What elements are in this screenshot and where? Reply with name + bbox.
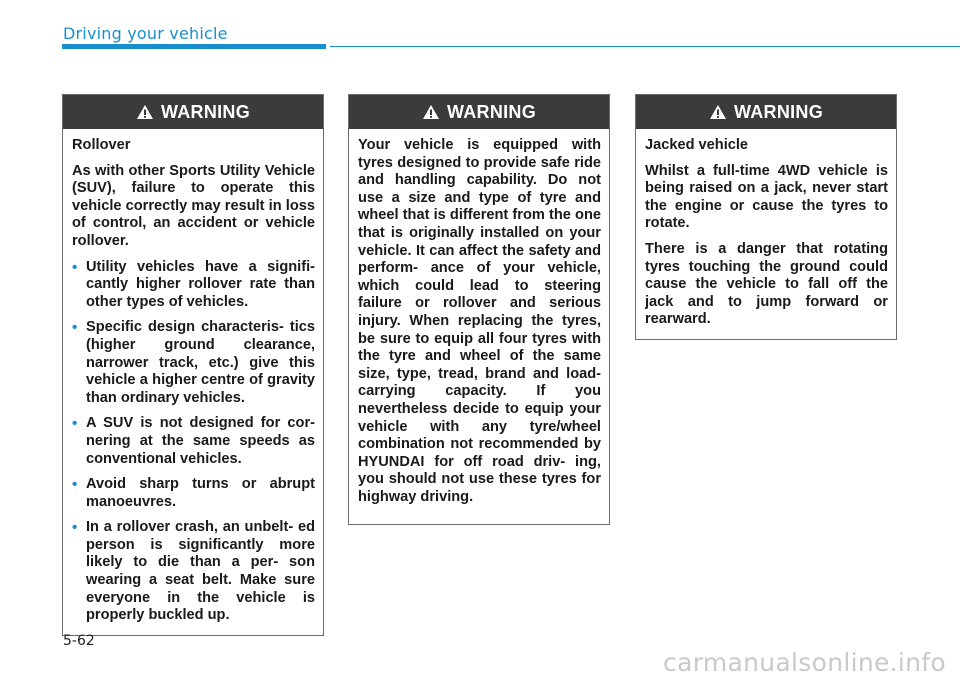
- warning-title: WARNING: [733, 101, 824, 122]
- warning-text: Your vehicle is equipped with tyres designed to provide safe ride and handling capability. Do not use a size and type of tyre and wheel that is different from the one that is originally installed on your vehicle. It can affect the safety and perform- ance of your vehicle, which could lead to steering failure or rollover and serious injury. When replacing the tyres, be sure to equip all four tyres with the tyre and wheel of the same size, type, tread, brand and load-carrying capacity. If you nevertheless decide to equip your vehicle with any tyre/wheel combination not recommended by HYUNDAI for off road driv- ing, you should not use these tyres for highway driving.: [358, 137, 601, 505]
- warning-body: [636, 129, 896, 339]
- warning-box-jacked-vehicle: [635, 94, 897, 340]
- bullet-icon: •: [72, 258, 78, 276]
- list-item: [72, 476, 315, 511]
- warning-paragraph: There is a danger that rotating tyres touching the ground could cause the vehicle to fall off the jack and to jump forward or rearward.: [645, 240, 888, 328]
- list-item-text: In a rollover crash, an unbelt- ed person is significantly more likely to die than a per- son wearing a seat belt. Make sure everyone in the vehicle is properly buckled up.: [86, 519, 315, 624]
- warning-bullet-list: [72, 259, 315, 625]
- list-item-text: A SUV is not designed for cor- nering at the same speeds as conventional vehicles.: [86, 415, 315, 467]
- warning-body: [349, 129, 609, 524]
- warning-triangle-icon: [136, 104, 154, 120]
- list-item: [72, 519, 315, 625]
- list-item: [72, 415, 315, 468]
- warning-heading: Jacked vehicle: [645, 137, 749, 153]
- list-item: [72, 259, 315, 312]
- warning-header: [349, 95, 609, 129]
- list-item: [72, 319, 315, 407]
- warning-paragraph: Whilst a full-time 4WD vehicle is being raised on a jack, never start the engine or cause the tyres to rotate.: [645, 162, 888, 232]
- watermark: carmanualsonline.info: [663, 648, 946, 677]
- list-item-text: Utility vehicles have a signifi- cantly higher rollover rate than other types of vehicles.: [86, 258, 315, 310]
- bullet-icon: •: [72, 415, 78, 433]
- header-rule-thin: [330, 46, 960, 47]
- bullet-icon: •: [72, 476, 78, 494]
- warning-triangle-icon: [709, 104, 727, 120]
- warning-header: [63, 95, 323, 129]
- warning-triangle-icon: [422, 104, 440, 120]
- list-item-text: Avoid sharp turns or abrupt manoeuvres.: [86, 476, 315, 510]
- warning-intro: As with other Sports Utility Vehicle (SUV), failure to operate this vehicle correctly may result in loss of control, an accident or vehicle rollover.: [72, 162, 315, 249]
- warning-header: [636, 95, 896, 129]
- bullet-icon: •: [72, 519, 78, 537]
- bullet-icon: •: [72, 319, 78, 337]
- warning-box-rollover: [62, 94, 324, 636]
- list-item-text: Specific design characteris- tics (higher ground clearance, narrower track, etc.) give this vehicle a higher centre of gravity than ordinary vehicles.: [86, 319, 315, 406]
- warning-body: [63, 129, 323, 635]
- warning-heading: Rollover: [72, 137, 131, 153]
- warning-box-tyres: [348, 94, 610, 525]
- section-title: Driving your vehicle: [63, 24, 228, 43]
- page-number: 5-62: [63, 633, 95, 649]
- warning-title: WARNING: [160, 101, 251, 122]
- header-rule-thick: [62, 44, 326, 49]
- warning-title: WARNING: [446, 101, 537, 122]
